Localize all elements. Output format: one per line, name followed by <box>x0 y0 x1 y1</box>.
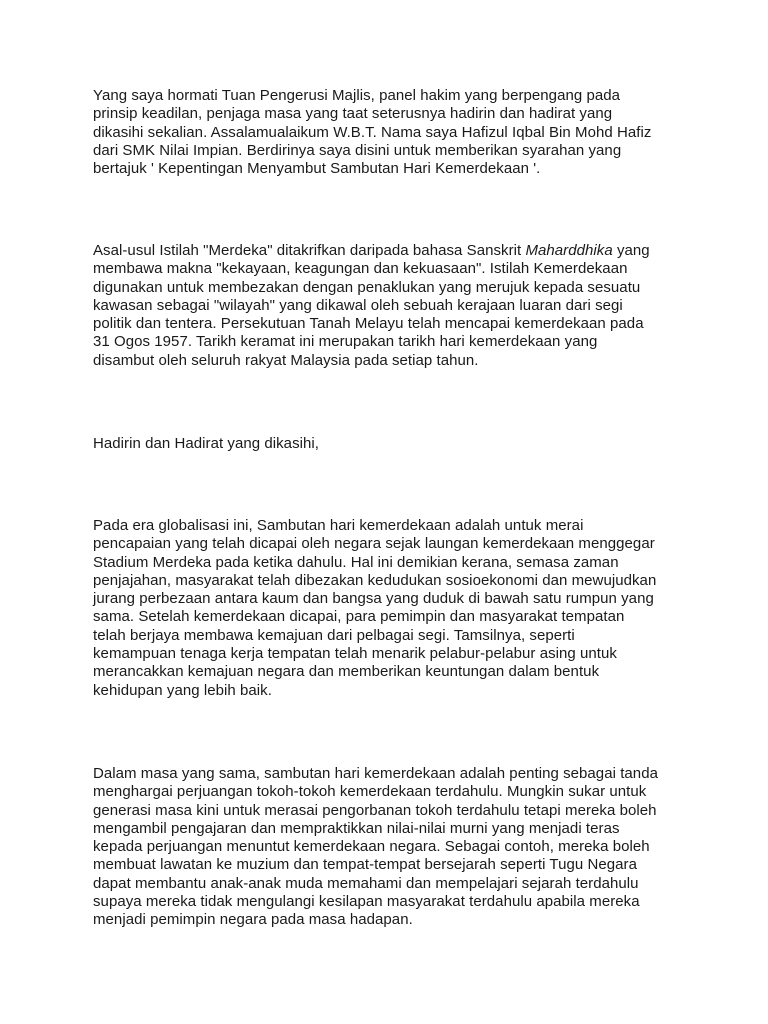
paragraph-audience-address <box>93 435 693 453</box>
italic-term: Maharddhika <box>525 242 613 259</box>
paragraph-appreciating-heroes <box>93 765 693 930</box>
text-line: digunakan untuk membezakan dengan penaklukan yang merujuk kepada sesuatu <box>93 278 641 296</box>
text-line: kawasan sebagai "wilayah" yang dikawal oleh sebuah kerajaan luaran dari segi <box>93 296 623 314</box>
text-line: kehidupan yang lebih baik. <box>93 681 272 699</box>
text-run: yang <box>612 242 650 259</box>
text-line <box>93 242 693 260</box>
text-line: Hadirin dan Hadirat yang dikasihi, <box>93 435 319 452</box>
text-line: telah berjaya membawa kemajuan dari pelbagai segi. Tamsilnya, seperti <box>93 626 575 644</box>
text-line: politik dan tentera. Persekutuan Tanah Melayu telah mencapai kemerdekaan pada <box>93 315 644 333</box>
text-line: menjadi pemimpin negara pada masa hadapan. <box>93 911 413 929</box>
text-line: prinsip keadilan, penjaga masa yang taat seterusnya hadirin dan hadirat yang <box>93 105 613 123</box>
text-line: merancakkan kemajuan negara dan memberikan keuntungan dalam bentuk <box>93 663 600 681</box>
text-line: membawa makna "kekayaan, keagungan dan kekuasaan". Istilah Kemerdekaan <box>93 260 628 278</box>
text-line: mengambil pengajaran dan mempraktikkan nilai-nilai murni yang menjadi teras <box>93 819 620 837</box>
text-line: dikasihi sekalian. Assalamualaikum W.B.T. Nama saya Hafizul Iqbal Bin Mohd Hafiz <box>93 123 652 141</box>
text-line: membuat lawatan ke muzium dan tempat-tempat bersejarah seperti Tugu Negara <box>93 856 637 874</box>
text-line: supaya mereka tidak mengulangi kesilapan masyarakat terdahulu apabila mereka <box>93 893 640 911</box>
text-line: Yang saya hormati Tuan Pengerusi Majlis, panel hakim yang berpengang pada <box>93 87 621 104</box>
text-run: Asal-usul Istilah "Merdeka" ditakrifkan daripada bahasa Sanskrit <box>93 242 526 259</box>
text-line: jurang perbezaan antara kaum dan bangsa yang duduk di bawah satu rumpun yang <box>93 590 654 608</box>
text-line: menghargai perjuangan tokoh-tokoh kemerdekaan terdahulu. Mungkin sukar untuk <box>93 783 647 801</box>
text-line: pencapaian yang telah dicapai oleh negara sejak laungan kemerdekaan menggegar <box>93 535 655 553</box>
text-line: Stadium Merdeka pada ketika dahulu. Hal ini demikian kerana, semasa zaman <box>93 553 619 571</box>
text-line: 31 Ogos 1957. Tarikh keramat ini merupakan tarikh hari kemerdekaan yang <box>93 333 598 351</box>
paragraph-origin-of-merdeka <box>93 242 693 370</box>
text-line: dapat membantu anak-anak muda memahami dan mempelajari sejarah terdahulu <box>93 874 639 892</box>
text-line: kemampuan tenaga kerja tempatan telah menarik pelabur-pelabur asing untuk <box>93 645 617 663</box>
text-line: kepada perjuangan menuntut kemerdekaan negara. Sebagai contoh, mereka boleh <box>93 838 650 856</box>
text-line: sama. Setelah kemerdekaan dicapai, para pemimpin dan masyarakat tempatan <box>93 608 625 626</box>
text-line: generasi masa kini untuk merasai pengorbanan tokoh terdahulu tetapi mereka boleh <box>93 801 657 819</box>
text-line: Dalam masa yang sama, sambutan hari kemerdekaan adalah penting sebagai tanda <box>93 765 658 782</box>
text-line: penjajahan, masyarakat telah dibezakan kedudukan sosioekonomi dan mewujudkan <box>93 571 657 589</box>
paragraph-opening-greeting <box>93 87 693 178</box>
text-line: dari SMK Nilai Impian. Berdirinya saya disini untuk memberikan syarahan yang <box>93 141 622 159</box>
text-line: bertajuk ' Kepentingan Menyambut Sambutan Hari Kemerdekaan '. <box>93 160 541 178</box>
text-line: Pada era globalisasi ini, Sambutan hari kemerdekaan adalah untuk merai <box>93 517 584 534</box>
text-line: disambut oleh seluruh rakyat Malaysia pada setiap tahun. <box>93 351 479 369</box>
paragraph-globalisation <box>93 517 693 700</box>
